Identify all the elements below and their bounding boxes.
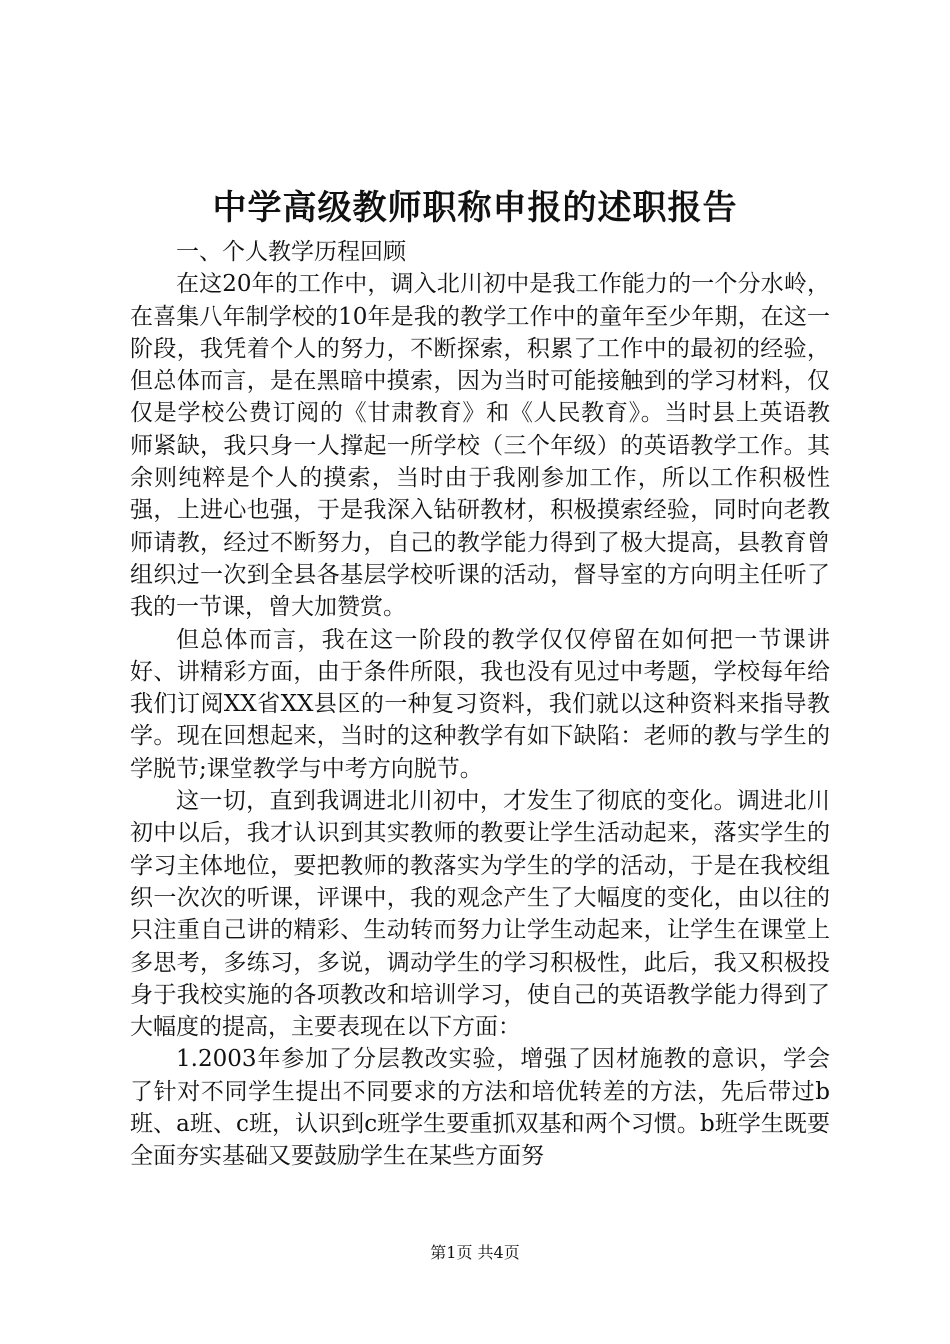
page-footer: 第1页 共4页: [430, 1243, 520, 1262]
paragraph: 1.2003年参加了分层教改实验，增强了因材施教的意识，学会了针对不同学生提出不同要求的方法和培优转差的方法，先后带过b班、a班、c班，认识到c班学生要重抓双基和两个习惯。b班学生既要全面夯实基础又要鼓励学生在某些方面努: [130, 1046, 830, 1170]
paragraph: 但总体而言，我在这一阶段的教学仅仅停留在如何把一节课讲好、讲精彩方面，由于条件所限，我也没有见过中考题，学校每年给我们订阅XX省XX县区的一种复习资料，我们就以这种资料来指导教学。现在回想起来，当时的这种教学有如下缺陷：老师的教与学生的学脱节;课堂教学与中考方向脱节。: [130, 626, 830, 782]
paragraph: 这一切，直到我调进北川初中，才发生了彻底的变化。调进北川初中以后，我才认识到其实教师的教要让学生活动起来，落实学生的学习主体地位，要把教师的教落实为学生的学的活动，于是在我校组织一次次的听课，评课中，我的观念产生了大幅度的变化，由以往的只注重自己讲的精彩、生动转而努力让学生动起来，让学生在课堂上多思考，多练习，多说，调动学生的学习积极性，此后，我又积极投身于我校实施的各项教改和培训学习，使自己的英语教学能力得到了大幅度的提高，主要表现在以下方面：: [130, 788, 830, 1041]
paragraph: 在这20年的工作中，调入北川初中是我工作能力的一个分水岭，在喜集八年制学校的10年是我的教学工作中的童年至少年期，在这一阶段，我凭着个人的努力，不断探索，积累了工作中的最初的经验，但总体而言，是在黑暗中摸索，因为当时可能接触到的学习材料，仅仅是学校公费订阅的《甘肃教育》和《人民教育》。当时县上英语教师紧缺，我只身一人撑起一所学校（三个年级）的英语教学工作。其余则纯粹是个人的摸索，当时由于我刚参加工作，所以工作积极性强，上进心也强，于是我深入钻研教材，积极摸索经验，同时向老教师请教，经过不断努力，自己的教学能力得到了极大提高，县教育曾组织过一次到全县各基层学校听课的活动，督导室的方向明主任听了我的一节课，曾大加赞赏。: [130, 271, 830, 621]
section-heading: 一、个人教学历程回顾: [176, 239, 406, 265]
document-title: 中学高级教师职称申报的述职报告: [212, 188, 738, 228]
document-body: [130, 236, 830, 1173]
